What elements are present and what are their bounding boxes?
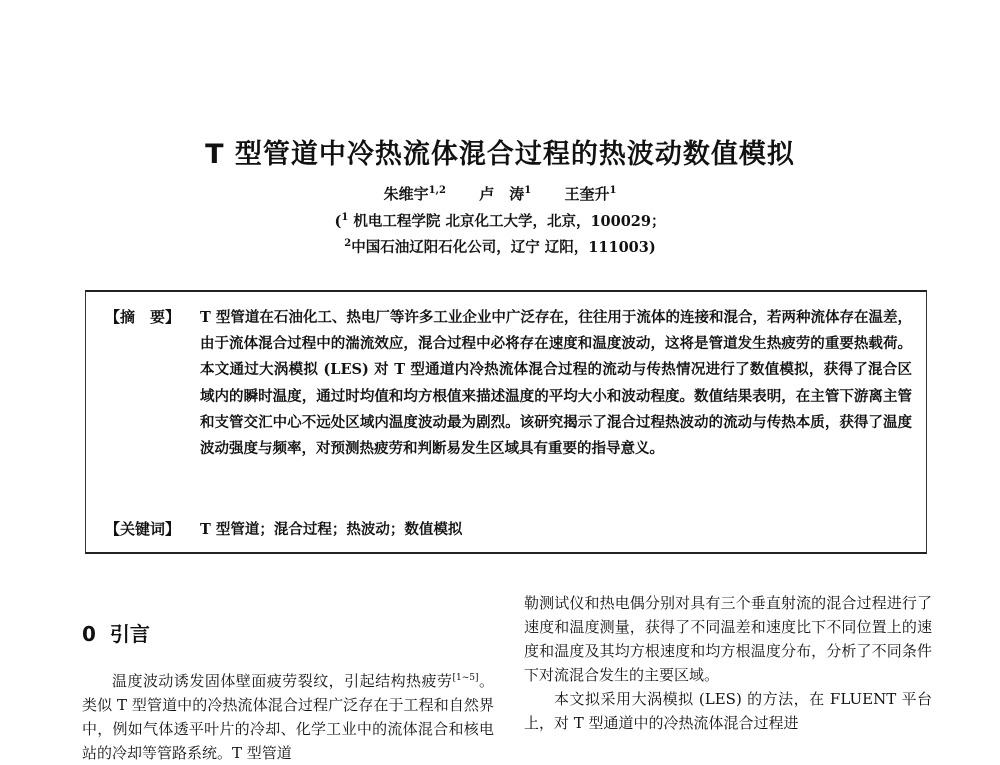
paper-title: T 型管道中冷热流体混合过程的热波动数值模拟 bbox=[205, 139, 795, 170]
affiliation-1: ($^1$ 机电工程学院 北京化工大学，北京，100029； bbox=[334, 212, 666, 230]
left-column bbox=[82, 666, 494, 765]
author-3: 王奎升$^1$ bbox=[564, 185, 617, 203]
left-paragraph: 温度波动诱发固体壁面疲劳裂纹，引起结构热疲劳[1~5]。类似 T 型管道中的冷热流体混合过程广泛存在于工程和自然界中，例如气体透平叶片的冷却、化学工业中的流体混合和核电站的冷却等管路系统。T 型管道 bbox=[82, 672, 494, 762]
affiliation-2: $^2$中国石油辽阳石化公司，辽宁 辽阳，111003) bbox=[344, 238, 656, 256]
abstract-label: 【摘 要】 bbox=[105, 308, 181, 326]
section-title: 引言 bbox=[109, 622, 150, 646]
author-1: 朱维宇$^{1,2}$ bbox=[383, 185, 446, 203]
abstract-text: T 型管道在石油化工、热电厂等许多工业企业中广泛存在，往往用于流体的连接和混合，若两种流体存在温差，由于流体混合过程中的湍流效应，混合过程中必将存在速度和温度波动，这将是管道发生热疲劳的重要热载荷。本文通过大涡模拟 (LES) 对 T 型通道内冷热流体混合过程的流动与传热情况进行了数值模拟，获得了混合区域内的瞬时温度，通过时均值和均方根值来描述温度的平均大小和波动程度。数值结果表明，在主管下游离主管和支管交汇中心不远处区域内温度波动最为剧烈。该研究揭示了混合过程热波动的流动与传热本质，获得了温度波动强度与频率，对预测热疲劳和判断易发生区域具有重要的指导意义。 bbox=[200, 309, 912, 458]
section-number: 0 bbox=[82, 622, 96, 646]
right-column bbox=[524, 591, 932, 735]
section-heading bbox=[82, 618, 150, 647]
author-list bbox=[0, 183, 1000, 204]
author-2: 卢 涛$^1$ bbox=[479, 185, 532, 203]
keywords-text: T 型管道；混合过程；热波动；数值模拟 bbox=[200, 521, 463, 538]
citation: [1~5] bbox=[452, 673, 479, 683]
keywords-label: 【关键词】 bbox=[105, 520, 181, 538]
right-paragraph-2: 本文拟采用大涡模拟 (LES) 的方法，在 FLUENT 平台上，对 T 型通道中的冷热流体混合过程进 bbox=[524, 690, 932, 732]
right-paragraph-1: 勒测试仪和热电偶分别对具有三个垂直射流的混合过程进行了速度和温度测量，获得了不同温差和速度比下不同位置上的速度和温度及其均方根速度和均方根温度分布，分析了不同条件下对流混合发生的主要区域。 bbox=[524, 594, 932, 684]
